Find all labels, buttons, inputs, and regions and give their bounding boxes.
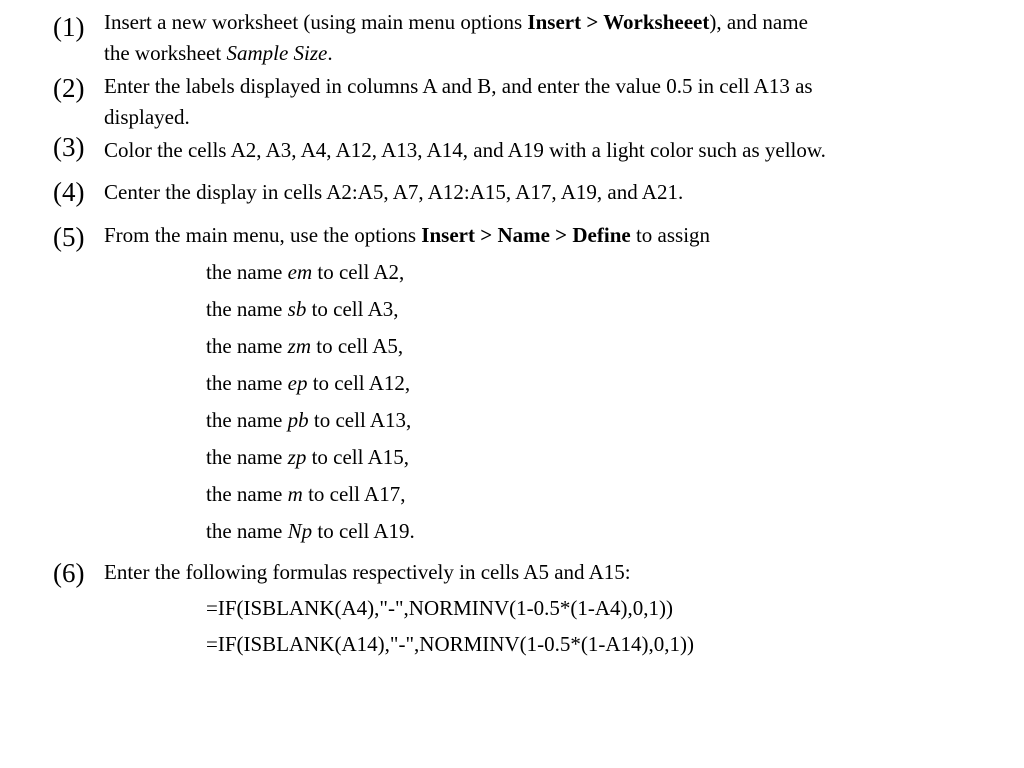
text-run: the name: [206, 519, 288, 543]
name-assignment: [206, 330, 403, 362]
step-text: [104, 6, 1004, 38]
step-number: (3): [53, 132, 85, 162]
step-text: Enter the labels displayed in columns A and B, and enter the value 0.5 in cell A13 as: [104, 74, 813, 98]
step-text-line2: [104, 37, 1004, 69]
text-run: the worksheet: [104, 41, 227, 65]
text-run: the name: [206, 297, 288, 321]
text-run: to cell A17,: [302, 482, 406, 506]
step-number: (1): [53, 12, 85, 42]
step-number: (4): [53, 177, 85, 207]
step-number: (5): [53, 222, 85, 252]
step-text: Enter the following formulas respectively in cells A5 and A15:: [104, 560, 631, 584]
menu-separator: >: [581, 10, 604, 34]
name-assignment: [206, 441, 409, 473]
range-name: em: [287, 260, 313, 284]
name-assignment: [206, 256, 404, 288]
text-run: the name: [206, 445, 288, 469]
range-name: sb: [287, 297, 307, 321]
formula: =IF(ISBLANK(A4),"-",NORMINV(1-0.5*(1-A4),0,1)): [206, 596, 674, 620]
text-run: the name: [206, 408, 288, 432]
name-assignment: [206, 404, 411, 436]
text-run: to cell A2,: [312, 260, 405, 284]
text-run: to assign: [630, 223, 711, 247]
text-run: to cell A3,: [306, 297, 399, 321]
text-run: Insert a new worksheet (using main menu options: [104, 10, 528, 34]
text-run: to cell A12,: [307, 371, 411, 395]
text-run: the name: [206, 260, 288, 284]
step-number: (2): [53, 73, 85, 103]
name-assignment: [206, 515, 415, 547]
menu-option-insert: Insert: [421, 223, 475, 247]
range-name: Np: [287, 519, 313, 543]
name-assignment: [206, 293, 398, 325]
range-name: zp: [287, 445, 307, 469]
text-run: .: [327, 41, 333, 65]
name-assignment: [206, 478, 405, 510]
range-name: m: [287, 482, 303, 506]
step-text: [104, 219, 1004, 251]
menu-option-insert: Insert: [527, 10, 582, 34]
menu-option-define: Define: [572, 223, 631, 247]
menu-separator: >: [549, 223, 573, 247]
formula: =IF(ISBLANK(A14),"-",NORMINV(1-0.5*(1-A14),0,1)): [206, 632, 695, 656]
range-name: pb: [287, 408, 309, 432]
step-text: Color the cells A2, A3, A4, A12, A13, A14, and A19 with a light color such as yellow.: [104, 138, 826, 162]
text-run: the name: [206, 334, 288, 358]
text-run: to cell A15,: [306, 445, 409, 469]
step-text: Center the display in cells A2:A5, A7, A12:A15, A17, A19, and A21.: [104, 180, 684, 204]
text-run: the name: [206, 371, 288, 395]
range-name: ep: [287, 371, 308, 395]
text-run: From the main menu, use the options: [104, 223, 422, 247]
step-number: (6): [53, 558, 85, 588]
range-name: zm: [287, 334, 311, 358]
text-run: the name: [206, 482, 288, 506]
menu-option-name: Name: [497, 223, 550, 247]
worksheet-name: Sample Size: [226, 41, 328, 65]
menu-option-worksheet: Worksheeet: [603, 10, 710, 34]
text-run: to cell A5,: [310, 334, 404, 358]
text-run: to cell A13,: [308, 408, 412, 432]
name-assignment: [206, 367, 410, 399]
step-text-line2: displayed.: [104, 105, 190, 129]
menu-separator: >: [474, 223, 498, 247]
text-run: ), and name: [709, 10, 808, 34]
text-run: to cell A19.: [312, 519, 415, 543]
